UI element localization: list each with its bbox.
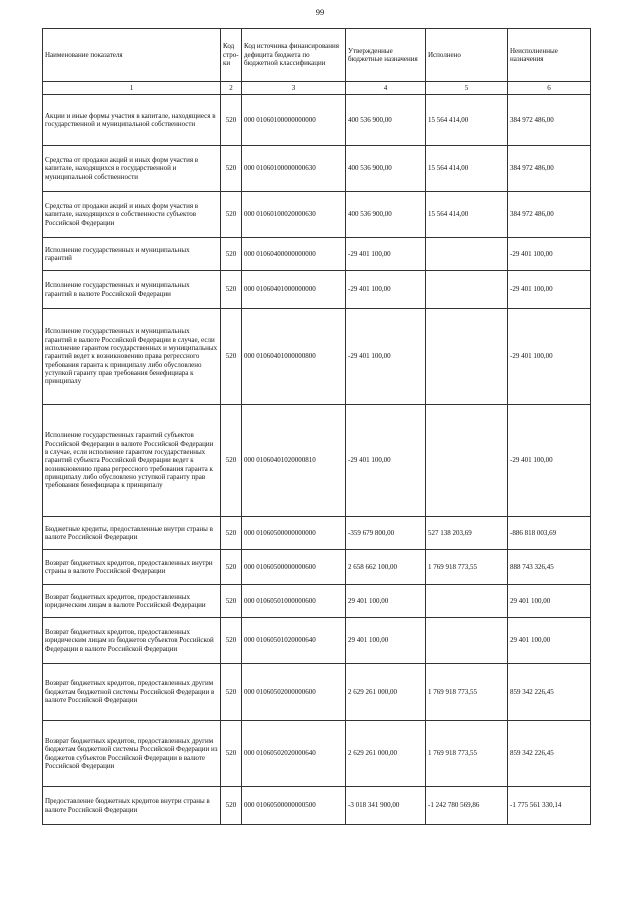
indicator-name: Возврат бюджетных кредитов, предоставленных юридическим лицам из бюджетов субъектов Российской Федерации в валюте Российской Федерации (43, 618, 221, 664)
table-row (43, 405, 591, 517)
source-code: 000 01060401000000800 (242, 309, 346, 405)
table-row (43, 585, 591, 618)
indicator-name: Акции и иные формы участия в капитале, находящиеся в государственной и муниципальной собственности (43, 95, 221, 146)
header-approved: Утвержденные бюджетные назначения (346, 29, 426, 82)
indicator-name: Исполнение государственных и муниципальных гарантий в валюте Российской Федерации в случае, если исполнение гарантом государственных и муниципальных гарантий ведет к возникновению права регрессного требования гаранта к принципалу либо обусловлено уступкой гаранту прав требования бенефициара к принципалу (43, 309, 221, 405)
approved-amount: 2 658 662 100,00 (346, 550, 426, 585)
executed-amount (426, 585, 508, 618)
executed-amount: 1 769 918 773,55 (426, 721, 508, 787)
line-code: 520 (221, 271, 242, 309)
source-code: 000 01060502000000600 (242, 664, 346, 721)
unexecuted-amount: 29 401 100,00 (508, 618, 591, 664)
header-executed: Исполнено (426, 29, 508, 82)
line-code: 520 (221, 309, 242, 405)
indicator-name: Возврат бюджетных кредитов, предоставленных другим бюджетам бюджетной системы Российской Федерации в валюте Российской Федерации (43, 664, 221, 721)
line-code: 520 (221, 585, 242, 618)
unexecuted-amount: -1 775 561 330,14 (508, 787, 591, 825)
source-code: 000 01060501020000640 (242, 618, 346, 664)
source-code: 000 01060100020000630 (242, 192, 346, 238)
unexecuted-amount: -29 401 100,00 (508, 238, 591, 271)
source-code: 000 01060100000000000 (242, 95, 346, 146)
source-code: 000 01060401000000000 (242, 271, 346, 309)
executed-amount (426, 238, 508, 271)
column-number-row (43, 82, 591, 95)
line-code: 520 (221, 146, 242, 192)
indicator-name: Средства от продажи акций и иных форм участия в капитале, находящихся в собственности субъектов Российской Федерации (43, 192, 221, 238)
approved-amount: -29 401 100,00 (346, 271, 426, 309)
column-number: 5 (426, 82, 508, 95)
table-row (43, 618, 591, 664)
line-code: 520 (221, 721, 242, 787)
line-code: 520 (221, 95, 242, 146)
header-source-code: Код источника финансирования дефицита бюджета по бюджетной классификации (242, 29, 346, 82)
unexecuted-amount: 384 972 486,00 (508, 95, 591, 146)
unexecuted-amount: 29 401 100,00 (508, 585, 591, 618)
table-row (43, 238, 591, 271)
table-row (43, 95, 591, 146)
table-row (43, 146, 591, 192)
source-code: 000 01060502020000640 (242, 721, 346, 787)
source-code: 000 01060500000000500 (242, 787, 346, 825)
indicator-name: Исполнение государственных и муниципальных гарантий в валюте Российской Федерации (43, 271, 221, 309)
source-code: 000 01060400000000000 (242, 238, 346, 271)
approved-amount: 400 536 900,00 (346, 192, 426, 238)
line-code: 520 (221, 192, 242, 238)
executed-amount: 15 564 414,00 (426, 95, 508, 146)
table-row (43, 664, 591, 721)
unexecuted-amount: -29 401 100,00 (508, 309, 591, 405)
line-code: 520 (221, 517, 242, 550)
table-row (43, 192, 591, 238)
approved-amount: 400 536 900,00 (346, 95, 426, 146)
indicator-name: Возврат бюджетных кредитов, предоставленных другим бюджетам бюджетной системы Российской Федерации из бюджетов субъектов Российской Федерации в валюте Российской Федерации (43, 721, 221, 787)
header-name: Наименование показателя (43, 29, 221, 82)
executed-amount: 15 564 414,00 (426, 146, 508, 192)
column-number: 2 (221, 82, 242, 95)
executed-amount (426, 618, 508, 664)
indicator-name: Возврат бюджетных кредитов, предоставленных внутри страны в валюте Российской Федерации (43, 550, 221, 585)
line-code: 520 (221, 550, 242, 585)
unexecuted-amount: -29 401 100,00 (508, 405, 591, 517)
executed-amount (426, 309, 508, 405)
table-row (43, 550, 591, 585)
column-number: 3 (242, 82, 346, 95)
indicator-name: Исполнение государственных и муниципальных гарантий (43, 238, 221, 271)
source-code: 000 01060401020000810 (242, 405, 346, 517)
executed-amount (426, 405, 508, 517)
executed-amount: -1 242 780 569,86 (426, 787, 508, 825)
column-number: 4 (346, 82, 426, 95)
column-number: 1 (43, 82, 221, 95)
table-row (43, 787, 591, 825)
executed-amount: 527 138 203,69 (426, 517, 508, 550)
executed-amount (426, 271, 508, 309)
approved-amount: -29 401 100,00 (346, 309, 426, 405)
executed-amount: 1 769 918 773,55 (426, 664, 508, 721)
executed-amount: 15 564 414,00 (426, 192, 508, 238)
executed-amount: 1 769 918 773,55 (426, 550, 508, 585)
approved-amount: 2 629 261 000,00 (346, 664, 426, 721)
source-code: 000 01060501000000600 (242, 585, 346, 618)
unexecuted-amount: 384 972 486,00 (508, 146, 591, 192)
approved-amount: 2 629 261 000,00 (346, 721, 426, 787)
source-code: 000 01060500000000000 (242, 517, 346, 550)
approved-amount: -29 401 100,00 (346, 405, 426, 517)
unexecuted-amount: -29 401 100,00 (508, 271, 591, 309)
approved-amount: -3 018 341 900,00 (346, 787, 426, 825)
page-number: 99 (315, 7, 325, 17)
approved-amount: -359 679 800,00 (346, 517, 426, 550)
approved-amount: 400 536 900,00 (346, 146, 426, 192)
source-code: 000 01060500000000600 (242, 550, 346, 585)
column-number: 6 (508, 82, 591, 95)
line-code: 520 (221, 238, 242, 271)
indicator-name: Предоставление бюджетных кредитов внутри страны в валюте Российской Федерации (43, 787, 221, 825)
table-row (43, 271, 591, 309)
indicator-name: Исполнение государственных гарантий субъектов Российской Федерации в валюте Российской Федерации в случае, если исполнение гарантом государственных гарантий субъекта Российской Федерации ведет к возникновению права регрессного требования гаранта к принципалу либо обусловлено уступкой гаранту прав требования бенефициара к принципалу (43, 405, 221, 517)
table-row (43, 721, 591, 787)
source-code: 000 01060100000000630 (242, 146, 346, 192)
line-code: 520 (221, 618, 242, 664)
table-row (43, 517, 591, 550)
line-code: 520 (221, 405, 242, 517)
indicator-name: Средства от продажи акций и иных форм участия в капитале, находящихся в государственной и муниципальной собственности (43, 146, 221, 192)
line-code: 520 (221, 664, 242, 721)
unexecuted-amount: 384 972 486,00 (508, 192, 591, 238)
approved-amount: -29 401 100,00 (346, 238, 426, 271)
indicator-name: Бюджетные кредиты, предоставленные внутри страны в валюте Российской Федерации (43, 517, 221, 550)
unexecuted-amount: 859 342 226,45 (508, 664, 591, 721)
line-code: 520 (221, 787, 242, 825)
unexecuted-amount: 888 743 326,45 (508, 550, 591, 585)
unexecuted-amount: 859 342 226,45 (508, 721, 591, 787)
indicator-name: Возврат бюджетных кредитов, предоставленных юридическим лицам в валюте Российской Федерации (43, 585, 221, 618)
header-unexecuted: Неисполненные назначения (508, 29, 591, 82)
budget-report-table (42, 28, 591, 825)
header-line-code: Код стро-ки (221, 29, 242, 82)
approved-amount: 29 401 100,00 (346, 585, 426, 618)
table-row (43, 309, 591, 405)
approved-amount: 29 401 100,00 (346, 618, 426, 664)
unexecuted-amount: -886 818 003,69 (508, 517, 591, 550)
header-row (43, 29, 591, 82)
